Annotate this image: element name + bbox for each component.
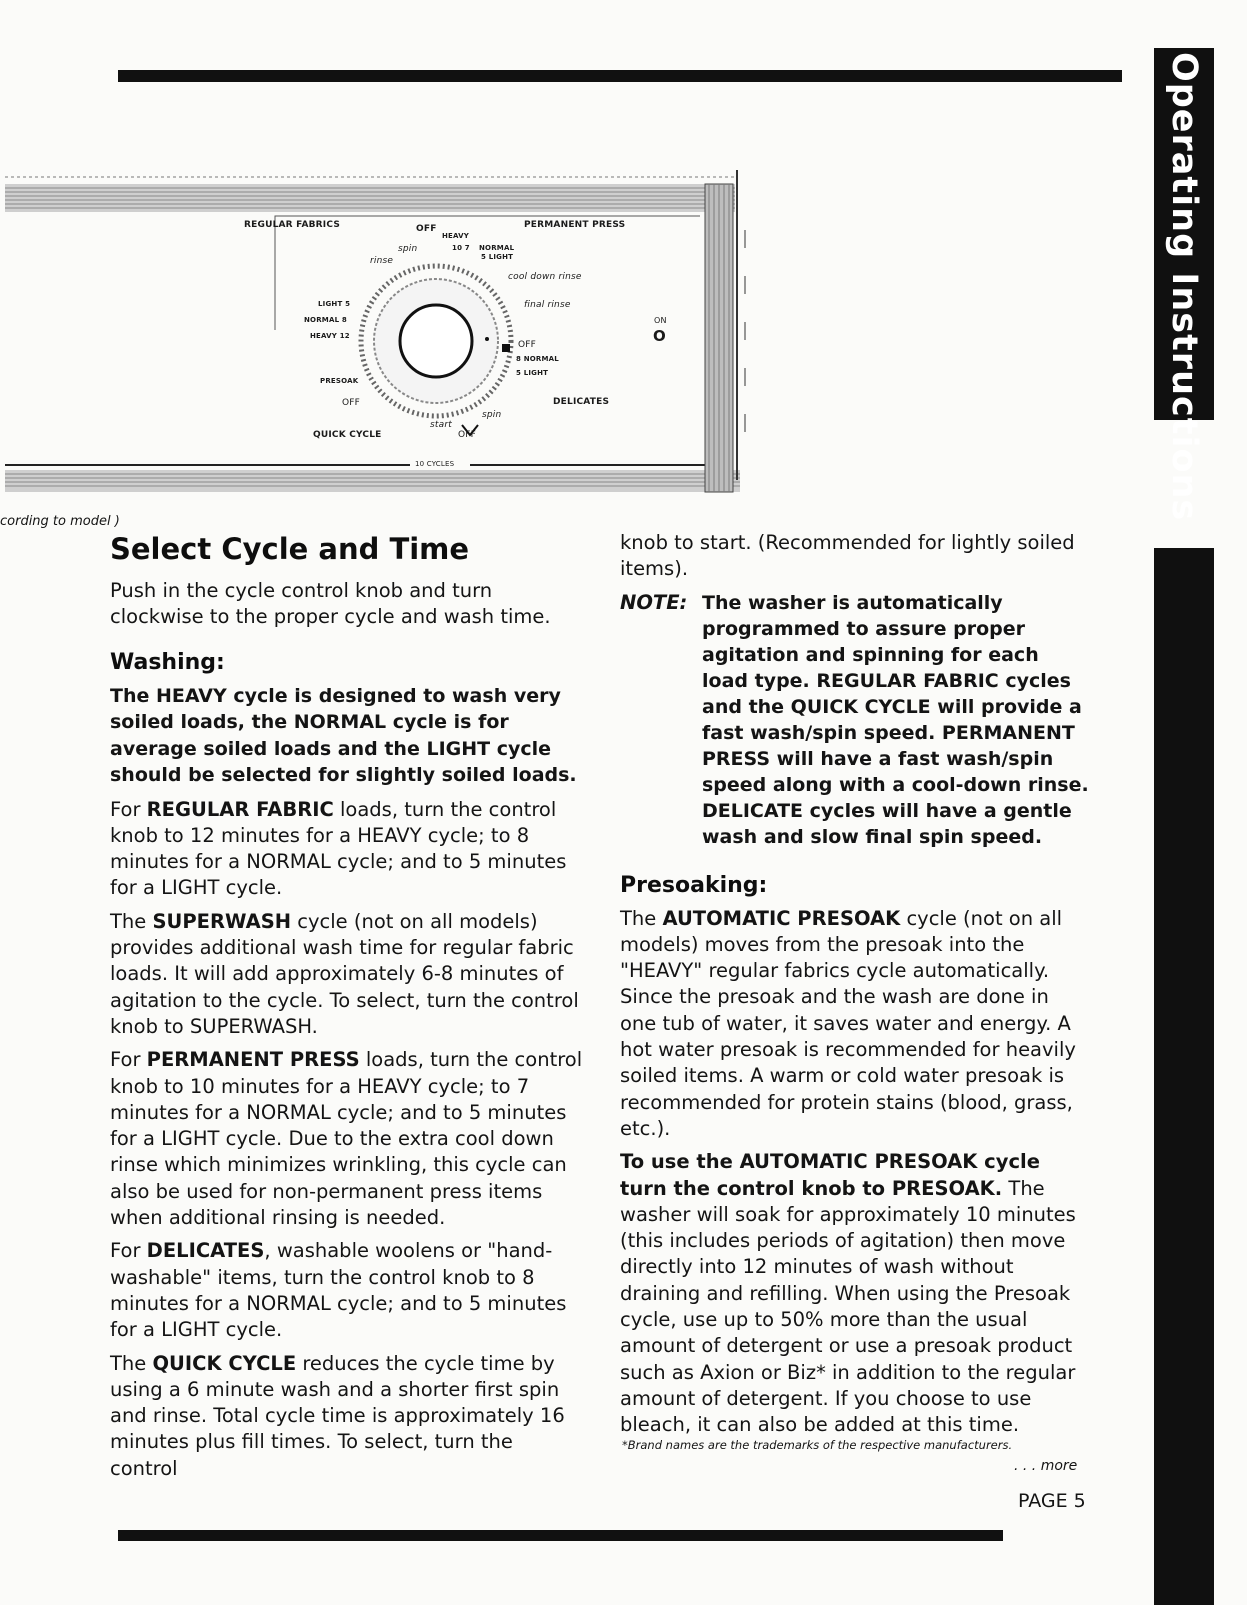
label-spin-bottom: spin	[482, 410, 502, 420]
regular-fabric-paragraph: For REGULAR FABRIC loads, turn the control knob to 12 minutes for a HEAVY cycle; to 8 minutes for a NORMAL cycle; and to 5 minutes for a LIGHT cycle.	[110, 797, 567, 900]
permanent-press-paragraph: For PERMANENT PRESS loads, turn the control knob to 10 minutes for a HEAVY cycle; to 7 minutes for a NORMAL cycle; and to 5 minutes for a LIGHT cycle. Due to the extra cool down rinse which minimizes wrinkling, this cycle can also be used for non-permanent press items when additional rinsing is needed.	[110, 1048, 583, 1230]
footnote: *Brand names are the trademarks of the respective manufacturers.	[622, 1438, 1013, 1452]
label-off-top: OFF	[416, 224, 437, 234]
page-number: PAGE 5	[1018, 1490, 1086, 1512]
note-label: NOTE:	[620, 590, 688, 614]
label-rinse-top: rinse	[370, 256, 394, 266]
label-quick-cycle: QUICK CYCLE	[313, 430, 382, 440]
label-light-right: 5 LIGHT	[516, 369, 549, 377]
delicates-paragraph: For DELICATES, washable woolens or "hand-washable" items, turn the control knob to 8 minutes for a NORMAL cycle; and to 5 minutes for a LIGHT cycle.	[110, 1239, 567, 1342]
label-presoak: PRESOAK	[320, 377, 359, 385]
superwash-paragraph: The SUPERWASH cycle (not on all models) provides additional wash time for regular fabric loads. It will add approximately 6-8 minutes of agitation to the cycle. To select, turn the control knob to SUPERWASH.	[110, 909, 579, 1038]
label-permanent-press: PERMANENT PRESS	[524, 220, 626, 230]
quick-cycle-paragraph: The QUICK CYCLE reduces the cycle time by using a 6 minute wash and a shorter first spin and rinse. Total cycle time is approximately 16 minutes plus fill times. To select, turn the control	[110, 1351, 565, 1480]
presoaking-heading: Presoaking:	[620, 872, 768, 898]
intro-paragraph: Push in the cycle control knob and turn clockwise to the proper cycle and wash time.	[110, 579, 551, 629]
section-title: Select Cycle and Time	[110, 532, 470, 566]
dial-indicator	[502, 344, 510, 352]
more-indicator: . . . more	[1014, 1458, 1078, 1474]
note-text: The washer is automatically programmed to assure proper agitation and spinning for each load type. REGULAR FABRIC cycles and the QUICK CYCLE will provide a fast wash/spin speed. PERMANENT PRESS will have a fast wash/spin speed along with a cool-down rinse. DELICATE cycles will have a gentle wash and slow final spin speed.	[702, 591, 1089, 848]
label-on-symbol: O	[653, 327, 666, 345]
top-rule	[118, 70, 1122, 82]
label-light-top: 5 LIGHT	[481, 253, 514, 261]
label-final-rinse: final rinse	[524, 300, 571, 310]
model-note: cording to model )	[0, 514, 120, 529]
label-off-bottom: OFF	[458, 430, 477, 440]
automatic-presoak-paragraph: The AUTOMATIC PRESOAK cycle (not on all models) moves from the presoak into the "HEAVY" regular fabrics cycle automatically. Since the presoak and the wash are done in one tub of water, it saves water and energy. A hot water presoak is recommended for heavily soiled items. A warm or cold water presoak is recommended for protein stains (blood, grass, etc.).	[620, 906, 1076, 1140]
panel-bottom-band	[5, 470, 740, 492]
washing-summary: The HEAVY cycle is designed to wash very soiled loads, the NORMAL cycle is for average soiled loads and the LIGHT cycle should be selected for slightly soiled loads.	[110, 684, 577, 787]
label-spin-top: spin	[398, 244, 418, 254]
note-block	[620, 590, 1090, 850]
label-heavy-top: HEAVY	[442, 232, 470, 240]
label-cool-down-rinse: cool down rinse	[508, 272, 582, 282]
control-panel-illustration	[0, 140, 800, 525]
label-normal-left: NORMAL 8	[304, 316, 347, 324]
side-bar	[1154, 548, 1214, 1605]
continuation-paragraph: knob to start. (Recommended for lightly soiled items).	[620, 531, 1075, 581]
label-start: start	[430, 420, 452, 430]
label-off-left: OFF	[342, 398, 361, 408]
label-10-7: 10 7	[452, 244, 470, 252]
label-off-right: OFF	[518, 340, 537, 350]
label-on: ON	[654, 316, 667, 325]
label-regular-fabrics: REGULAR FABRICS	[244, 220, 341, 230]
dial-knob	[400, 305, 472, 377]
label-light-left: LIGHT 5	[318, 300, 351, 308]
label-normal-top: NORMAL	[479, 244, 515, 252]
bottom-rule	[118, 1530, 1003, 1541]
label-heavy-left: HEAVY 12	[310, 332, 350, 340]
label-delicates: DELICATES	[553, 397, 610, 407]
right-column	[620, 530, 1090, 1446]
washing-heading: Washing:	[110, 649, 225, 675]
control-panel-drawing	[0, 140, 800, 525]
label-10-cycles: 10 CYCLES	[415, 460, 455, 468]
dial-marker	[485, 337, 489, 341]
label-normal-right: 8 NORMAL	[516, 355, 559, 363]
side-tab-label: Operating Instructions	[1164, 52, 1204, 522]
left-column	[110, 532, 586, 1489]
presoak-usage-paragraph: To use the AUTOMATIC PRESOAK cycle turn the control knob to PRESOAK. The washer will soak for approximately 10 minutes (this includes periods of agitation) then move directly into 12 minutes of wash without draining and refilling. When using the Presoak cycle, use up to 50% more than the usual amount of detergent or use a presoak product such as Axion or Biz* in addition to the regular amount of detergent. If you choose to use bleach, it can also be added at this time.	[620, 1150, 1076, 1437]
